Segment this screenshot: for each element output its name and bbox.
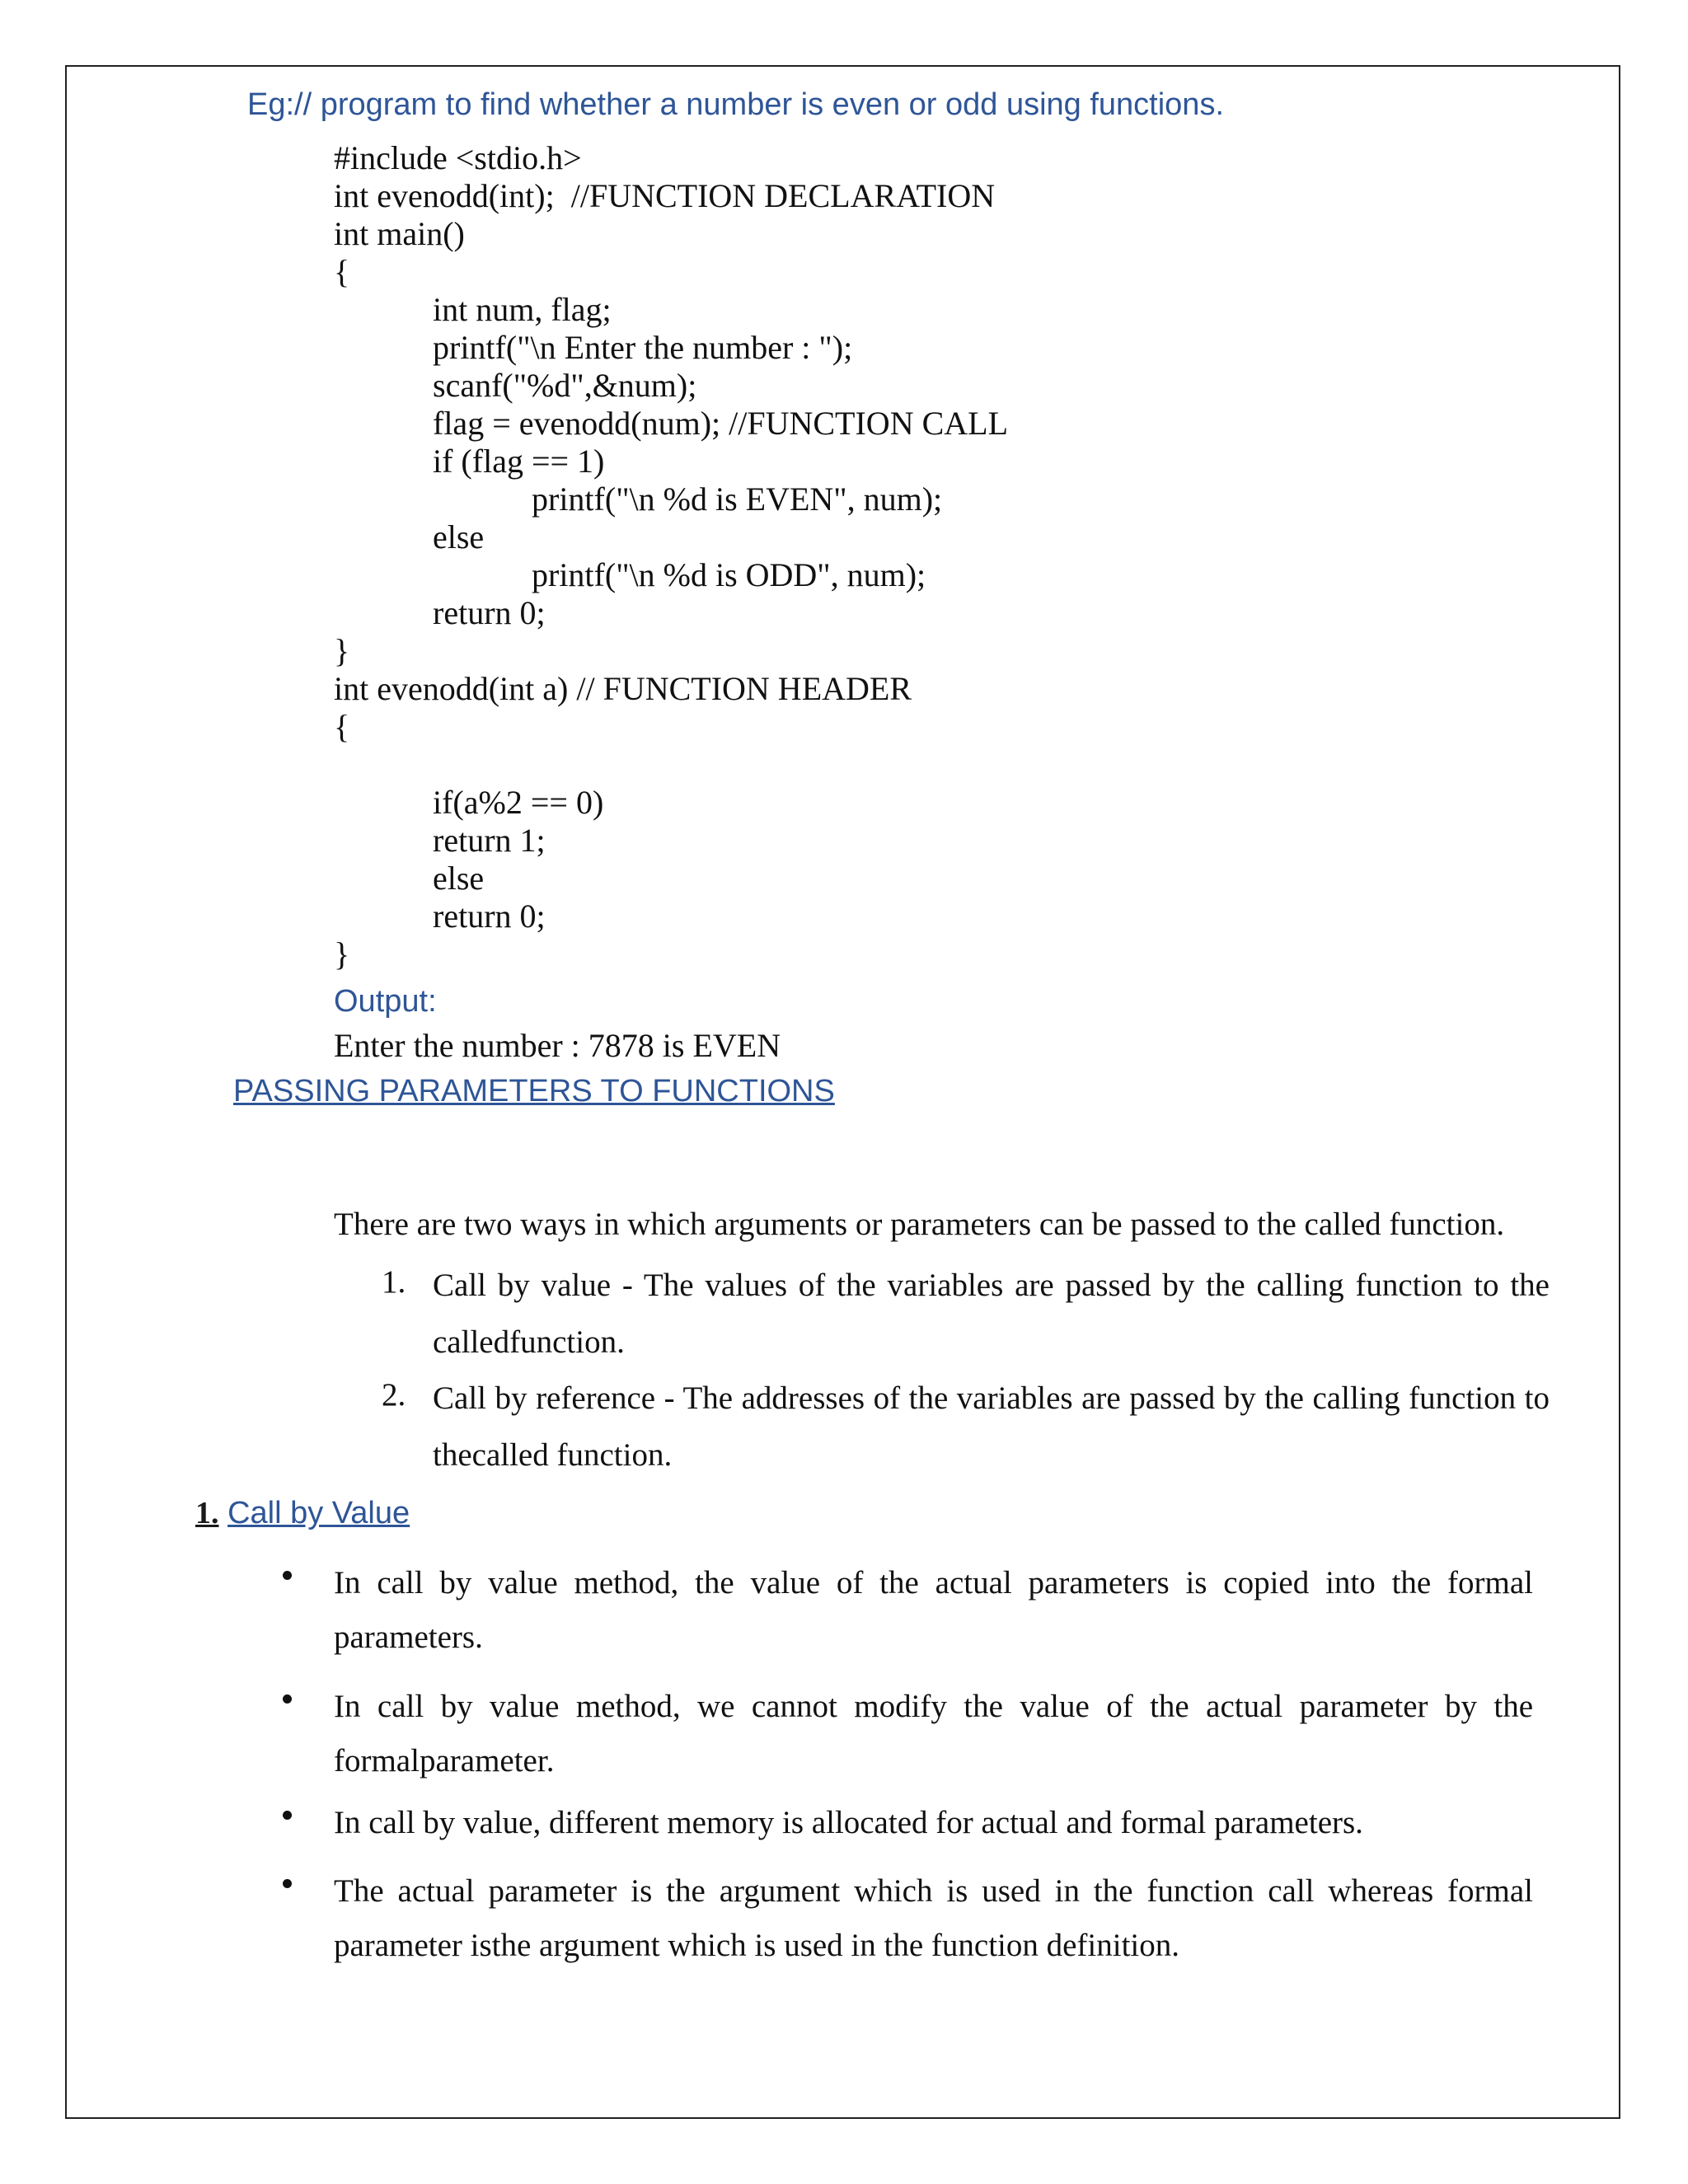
item-text: Call by value - The values of the variables are passed by the calling function to the calledfunction. bbox=[433, 1268, 1550, 1360]
code-line: flag = evenodd(num); //FUNCTION CALL bbox=[433, 405, 1009, 442]
item-text: Call by reference - The addresses of the variables are passed by the calling function to thecalled function. bbox=[433, 1380, 1550, 1473]
code-line: return 1; bbox=[433, 822, 546, 859]
example-heading: Eg:// program to find whether a number is even or odd using functions. bbox=[247, 87, 1224, 122]
subsection-heading bbox=[195, 1495, 410, 1531]
code-line: int main() bbox=[334, 215, 465, 252]
code-line: printf("\n Enter the number : "); bbox=[433, 329, 853, 366]
output-label: Output: bbox=[334, 984, 437, 1019]
code-line: #include <stdio.h> bbox=[334, 139, 582, 176]
bullet-icon bbox=[283, 1694, 292, 1704]
output-value: Enter the number : 7878 is EVEN bbox=[334, 1027, 781, 1064]
bullet-text: In call by value method, the value of the actual parameters is copied into the formal parameters. bbox=[334, 1565, 1533, 1655]
bullet-text: In call by value, different memory is allocated for actual and formal parameters. bbox=[334, 1805, 1363, 1840]
code-line: scanf("%d",&num); bbox=[433, 367, 697, 404]
bullet-icon bbox=[283, 1571, 292, 1580]
code-line: int num, flag; bbox=[433, 291, 612, 328]
intro-paragraph: There are two ways in which arguments or parameters can be passed to the called function. bbox=[334, 1207, 1505, 1242]
code-line: else bbox=[433, 518, 485, 555]
subsection-title: Call by Value bbox=[227, 1496, 410, 1530]
code-line: if(a%2 == 0) bbox=[433, 784, 604, 821]
code-line: int evenodd(int); //FUNCTION DECLARATION bbox=[334, 177, 996, 214]
bullet-text: In call by value method, we cannot modify the value of the actual parameter by the formalparameter. bbox=[334, 1689, 1533, 1779]
bullet-icon bbox=[283, 1879, 292, 1888]
subsection-number: 1. bbox=[195, 1496, 219, 1530]
section-heading: PASSING PARAMETERS TO FUNCTIONS bbox=[233, 1074, 835, 1108]
item-number: 2. bbox=[382, 1377, 406, 1413]
code-line: { bbox=[334, 708, 350, 745]
code-line: return 0; bbox=[433, 898, 546, 935]
code-line: { bbox=[334, 253, 350, 290]
code-line: printf("\n %d is ODD", num); bbox=[532, 556, 926, 593]
bullet-text: The actual parameter is the argument which is used in the function call whereas formal parameter isthe argument which is used in the function definition. bbox=[334, 1873, 1533, 1963]
item-number: 1. bbox=[382, 1264, 406, 1300]
code-line: int evenodd(int a) // FUNCTION HEADER bbox=[334, 670, 912, 707]
code-line: printf("\n %d is EVEN", num); bbox=[532, 480, 943, 518]
code-line: if (flag == 1) bbox=[433, 443, 605, 480]
code-line: } bbox=[334, 935, 350, 972]
bullet-icon bbox=[283, 1811, 292, 1820]
code-line: else bbox=[433, 860, 485, 897]
code-line: return 0; bbox=[433, 594, 546, 631]
code-line: } bbox=[334, 632, 350, 669]
